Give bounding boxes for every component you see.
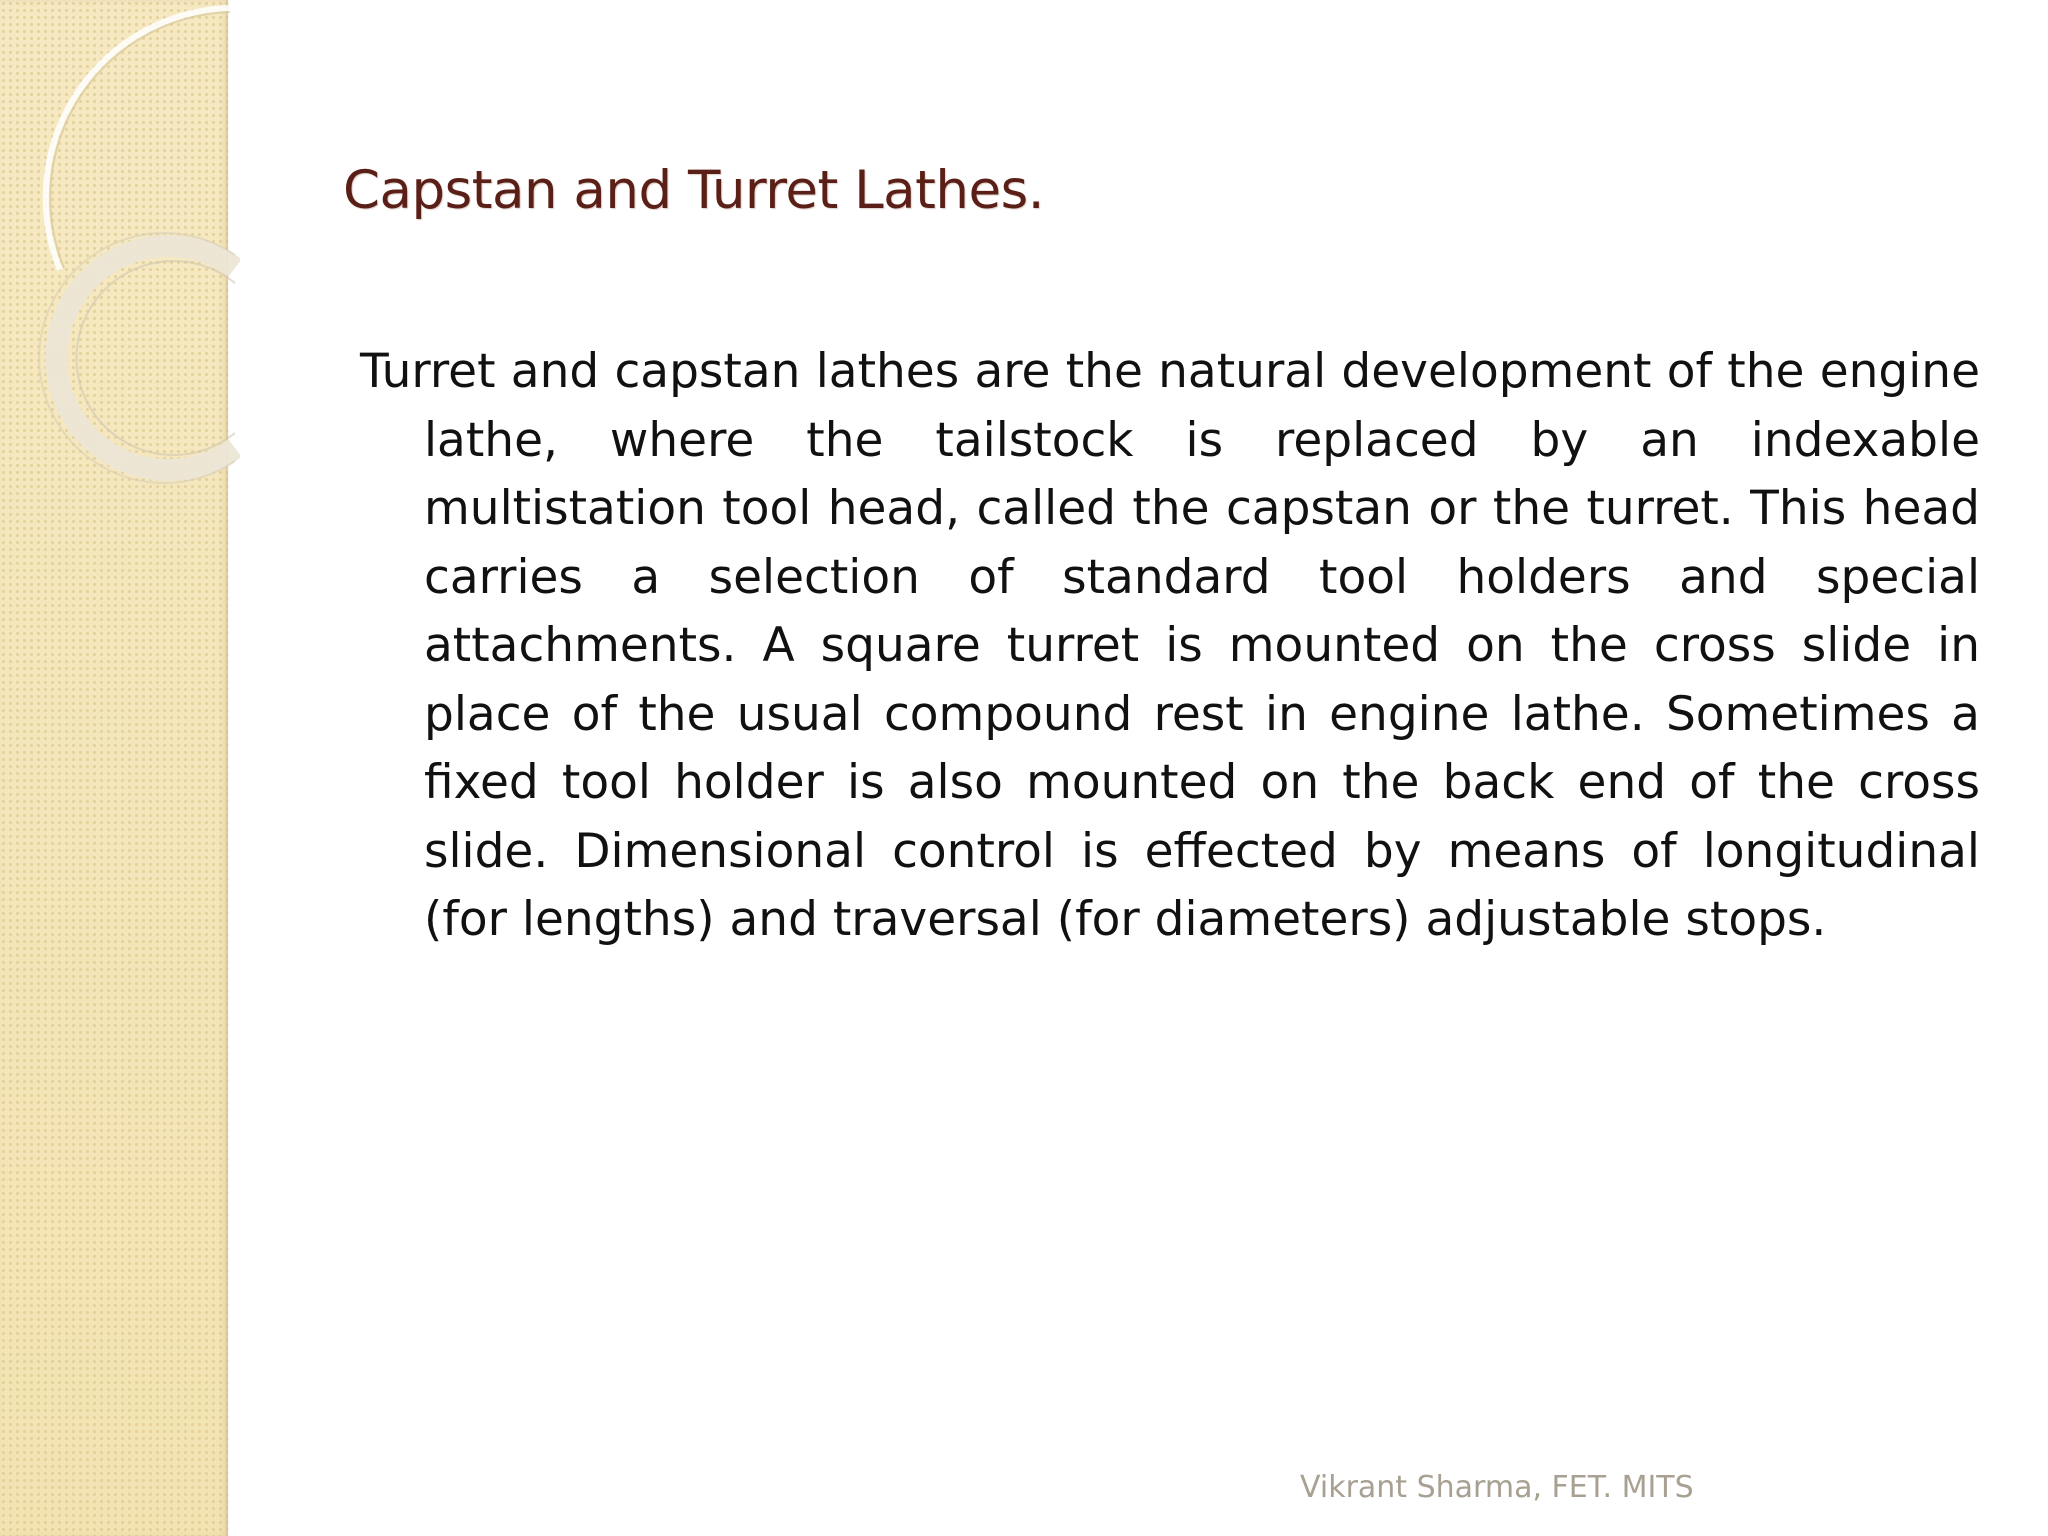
slide-title: Capstan and Turret Lathes. [343, 160, 1045, 221]
decorative-rings [0, 0, 240, 520]
body-paragraph: Turret and capstan lathes are the natural development of the engine lathe, where the tailstock is replaced by an indexable multistation tool head, called the capstan or the turret. This head carries a selection of standard tool holders and special attachments. A square turret is mounted on the cross slide in place of the usual compound rest in engine lathe. Sometimes a fixed tool holder is also mounted on the back end of the cross slide. Dimensional control is effected by means of longitudinal (for lengths) and traversal (for diameters) adjustable stops. [360, 344, 1980, 947]
footer-author: Vikrant Sharma, FET. MITS [1300, 1470, 1694, 1505]
ring-medium [56, 246, 235, 470]
ring-large-arc [46, 8, 228, 270]
ring-medium-outer [39, 233, 235, 483]
ring-medium-inner [76, 261, 235, 455]
ring-large-arc-shadow [50, 12, 230, 268]
